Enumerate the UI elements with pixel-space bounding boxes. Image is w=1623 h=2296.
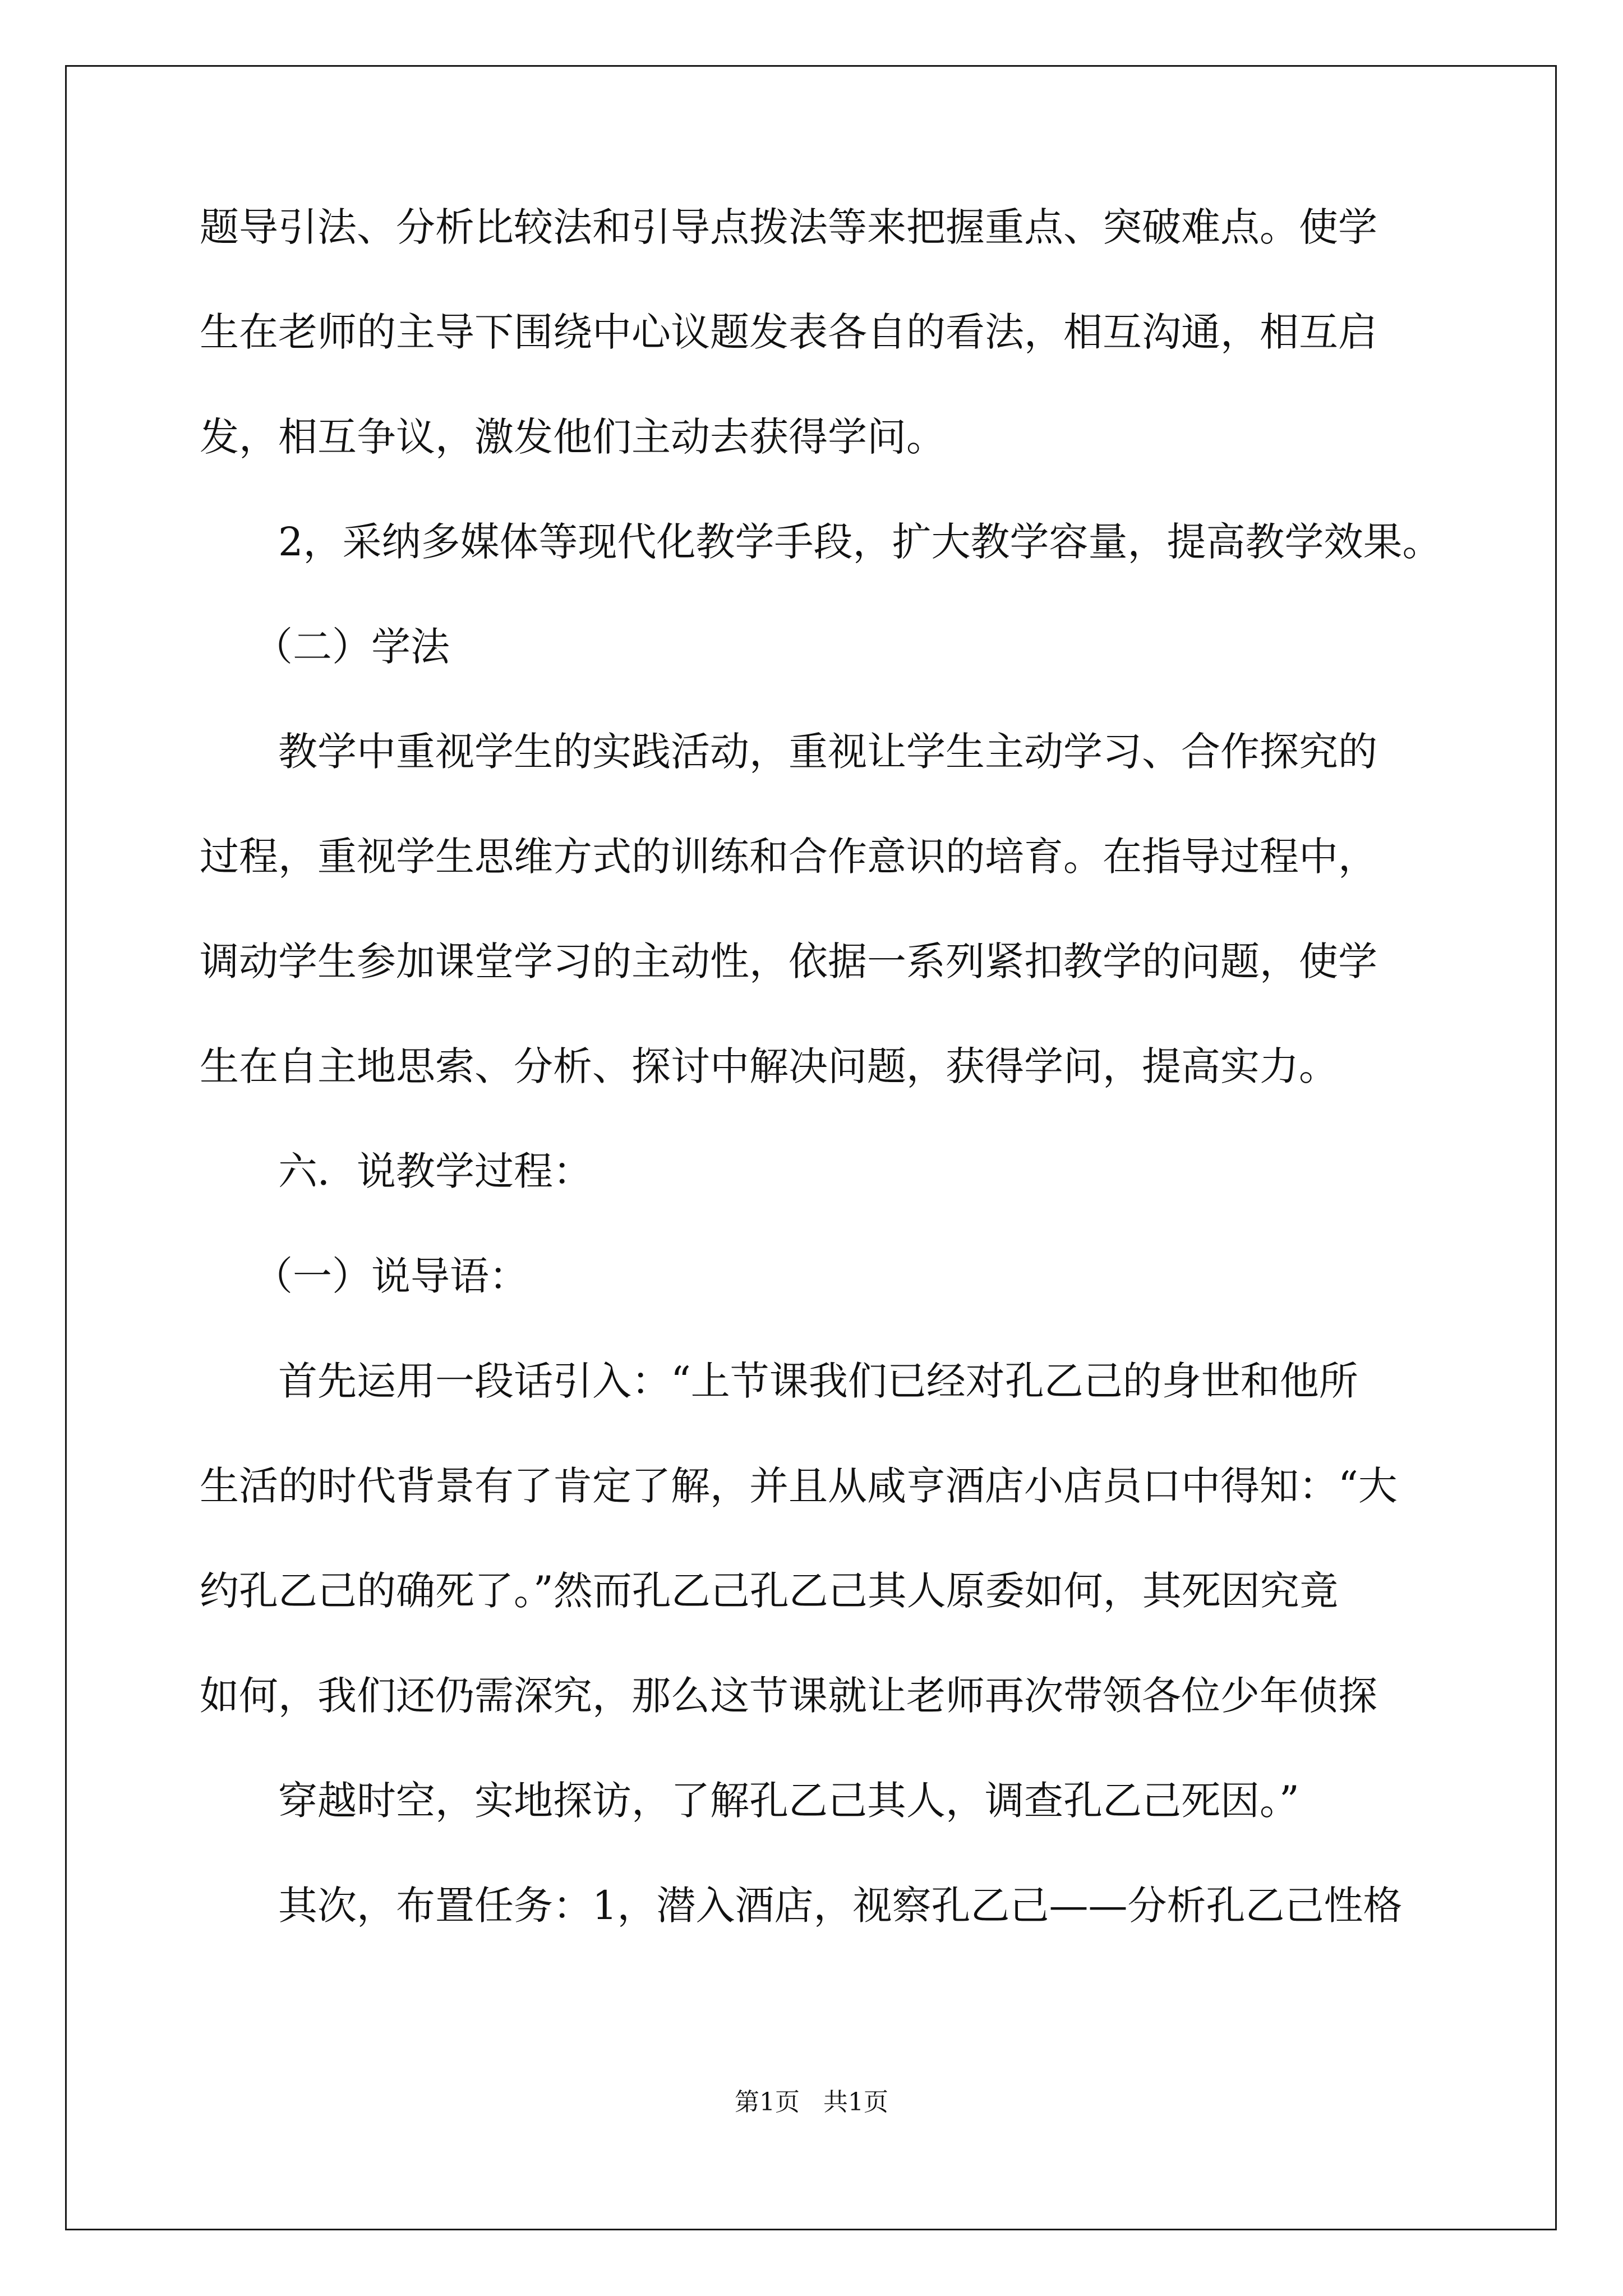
text-line: 首先运用一段话引入：“上节课我们已经对孔乙己的身世和他所 xyxy=(278,1358,1358,1404)
text-line: 其次，布置任务：1，潜入酒店，视察孔乙己——分析孔乙己性格 xyxy=(278,1883,1403,1929)
text-line: 如何，我们还仍需深究，那么这节课就让老师再次带领各位少年侦探 xyxy=(200,1673,1377,1719)
section-heading: 六．说教学过程： xyxy=(278,1148,592,1194)
text-line: 生活的时代背景有了肯定了解，并且从咸亨酒店小店员口中得知：“大 xyxy=(200,1463,1398,1509)
text-line: 发，相互争议，激发他们主动去获得学问。 xyxy=(200,414,946,460)
text-line: 生在老师的主导下围绕中心议题发表各自的看法，相互沟通，相互启 xyxy=(200,309,1377,355)
text-line: 过程，重视学生思维方式的训练和合作意识的培育。在指导过程中， xyxy=(200,834,1377,880)
text-line: 穿越时空，实地探访，了解孔乙己其人，调查孔乙己死因。” xyxy=(278,1778,1299,1824)
page-footer: 第1页 共1页 xyxy=(735,2088,888,2116)
text-line: 2，采纳多媒体等现代化教学手段，扩大教学容量，提高教学效果。 xyxy=(278,519,1442,565)
section-heading: （二）学法 xyxy=(253,624,450,670)
text-line: 调动学生参加课堂学习的主动性，依据一系列紧扣教学的问题，使学 xyxy=(200,938,1377,984)
text-line: 生在自主地思索、分析、探讨中解决问题，获得学问，提高实力。 xyxy=(200,1043,1338,1089)
text-line: 教学中重视学生的实践活动，重视让学生主动学习、合作探究的 xyxy=(278,729,1377,775)
section-heading: （一）说导语： xyxy=(253,1253,528,1299)
text-line: 约孔乙己的确死了。”然而孔乙己孔乙己其人原委如何，其死因究竟 xyxy=(200,1568,1339,1614)
text-line: 题导引法、分析比较法和引导点拨法等来把握重点、突破难点。使学 xyxy=(200,204,1377,250)
